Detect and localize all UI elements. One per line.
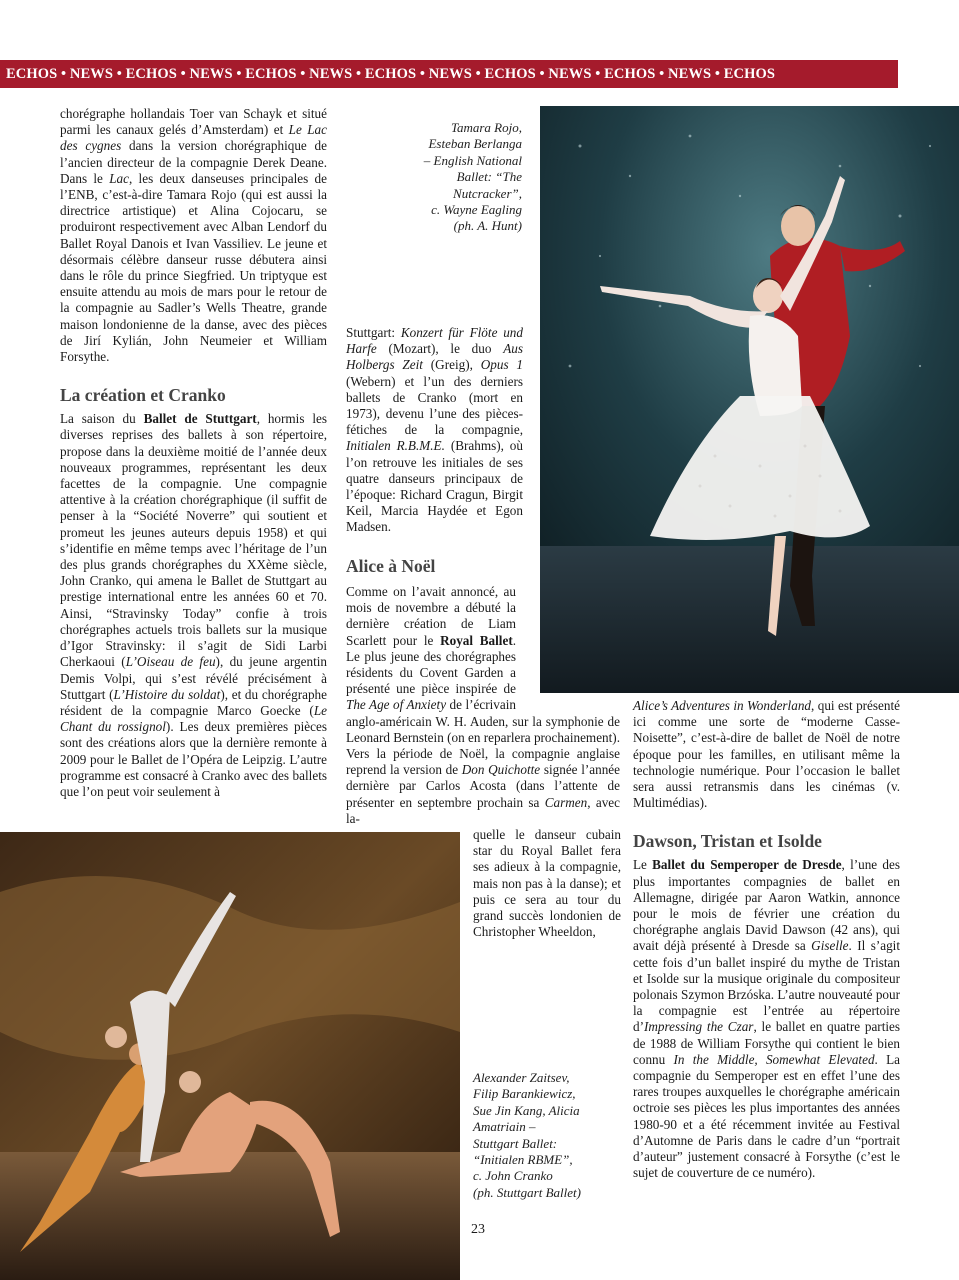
italic-title: The Age of Anxiety xyxy=(346,697,447,713)
italic-title: Konzert für Flöte und Harfe xyxy=(346,325,523,357)
italic-title: In the Middle, Somewhat Elevated xyxy=(673,1051,875,1067)
caption-line: Sue Jin Kang, Alicia xyxy=(473,1102,580,1118)
text-span: Comme on l’avait annoncé, au mois de novembre a débuté la dernière création de Liam Scarlett pour le xyxy=(346,584,516,648)
text-span: dans la version chorégraphique de l’ancien directeur de la compagnie Derek Deane. Dans le xyxy=(60,138,327,186)
text-span: , le ballet en quatre parties de 1988 de William Forsythe qui contient le bien connu xyxy=(633,1019,901,1067)
column-2-alice xyxy=(346,584,620,827)
paragraph-creation xyxy=(60,411,327,800)
stuttgart-ballet-photo xyxy=(0,832,460,1280)
float-spacer xyxy=(516,584,620,700)
text-span: de l’écrivain anglo-américain W. H. Auden, sur la symphonie de Leonard Bernstein (on en reparlera prochainement). Vers la période de Noël, la compagnie anglaise reprend la version de xyxy=(346,697,620,778)
column-3 xyxy=(633,698,900,1181)
caption-line: “Initialen RBME”, xyxy=(473,1152,573,1168)
italic-title: Don Quichotte xyxy=(461,762,541,778)
italic-title: Carmen xyxy=(544,794,588,810)
text-span: , avec la- xyxy=(346,794,620,826)
stuttgart-photo-art xyxy=(0,832,460,1280)
text-span: , les deux danseuses principales de l’ENB, c’est-à-dire Tamara Rojo (qui est aussi la directrice artistique) et Alina Cojocaru, se produiront respectivement avec Alban Lendorf du Ballet Royal Danois et Ivan Vassiliev. Le jeune et désormais célèbre danseur russe débutera ainsi dans le rôle du prince Siegfried. Un triptyque est ensuite attendu au mois de mars pour le retour de la compagnie au Sadler’s Wells Theatre, grande maison londonienne de la danse, avec des pièces de Jirí Kylián, John Neumeier et William Forsythe. xyxy=(60,170,327,365)
column-2-continued xyxy=(473,827,621,940)
text-span: (Greig), xyxy=(422,357,481,373)
text-span: Stuttgart: xyxy=(346,325,401,340)
italic-title: Alice’s Adventures in Wonderland xyxy=(633,698,812,713)
text-span: (Webern) et l’un des derniers ballets de Cranko (mort en 1973), devenu l’une des pièces-fétiches de la compagnie, xyxy=(346,373,523,438)
text-span: (Mozart), le duo xyxy=(376,341,504,357)
text-span: . Il s’agit cette fois d’un ballet inspiré du mythe de Tristan et Isolde sur la musique originale du compositeur polonais Szymon Brzóska. L’autre nouveauté pour la compagnie est l’entrée au répertoire d’ xyxy=(633,938,900,1035)
caption-line: Tamara Rojo, xyxy=(450,120,522,135)
italic-title: Le Lac des cygnes xyxy=(60,122,327,154)
italic-title: Impressing the Czar xyxy=(644,1019,754,1035)
caption-line: Stuttgart Ballet: xyxy=(473,1135,558,1151)
text-span: , hormis les diverses reprises des ballets à son répertoire, propose dans la deuxième moitié de l’année deux nouveaux programmes, représentant les deux facettes de la compagnie. Une compagnie attentive à la création chorégraphique (il suffit de penser à la “Société Noverre” qui soutient et promeut les jeunes auteurs depuis 1958) et qui s’identifie en même temps avec l’héritage de l’un des plus grands chorégraphes du XXème siècle, John Cranko, qui amena le Ballet de Stuttgart au prestige international entre les années 60 et 70. Ainsi, “Stravinsky Today” confie à trois chorégraphes actuels trois ballets sur la musique d’Igor Stravinsky: il s’agit de Sidi Larbi Cherkaoui ( xyxy=(60,411,327,670)
caption-line: (ph. A. Hunt) xyxy=(453,218,522,234)
italic-title: L’Histoire du soldat xyxy=(113,686,221,702)
italic-title: L’Oiseau de feu xyxy=(125,654,216,670)
column-1 xyxy=(60,106,327,800)
caption-line: (ph. Stuttgart Ballet) xyxy=(473,1184,581,1200)
text-span: (Brahms), où l’on retrouve les initiales de ses quatre danseurs principaux de l’époque: Richard Cragun, Birgit Keil, Marcia Haydée et Egon Madsen. xyxy=(346,438,523,535)
caption-line: Ballet: “The xyxy=(456,169,522,185)
heading-dawson: Dawson, Tristan et Isolde xyxy=(633,831,822,852)
text-span: ), du jeune argentin Demis Volpi, qui s’est révélé précisément à Stuttgart ( xyxy=(60,654,328,702)
text-span: ). Les deux premières pièces sont des créations alors que la dernière remonte à 2009 pour le Ballet de l’Opéra de Leipzig. L’autre programme est consacré à Cranko avec des ballets que l’on peut voir seulement à xyxy=(60,719,327,799)
caption-line: Nutcracker”, xyxy=(453,185,522,201)
caption-line: c. John Cranko xyxy=(473,1168,553,1184)
text-span: Le xyxy=(633,857,653,873)
caption-line: c. Wayne Eagling xyxy=(431,202,522,218)
heading-alice: Alice à Noël xyxy=(346,555,436,576)
text-span: . Le plus jeune des chorégraphes résidents du Covent Garden a présenté une pièce inspirée de xyxy=(346,632,517,697)
caption-line: Alexander Zaitsev, xyxy=(473,1070,570,1085)
caption-nutcracker xyxy=(380,120,522,235)
echos-news-banner: ECHOS • NEWS • ECHOS • NEWS • ECHOS • NEWS • ECHOS • NEWS • ECHOS • NEWS • ECHOS • NEWS • ECHOS xyxy=(0,60,898,88)
text-span: ), et du chorégraphe résident de la compagnie Marco Goecke ( xyxy=(60,686,327,718)
paragraph-alice-wonderland xyxy=(633,698,900,811)
caption-line: Filip Barankiewicz, xyxy=(473,1086,576,1102)
paragraph-continued: quelle le danseur cubain star du Royal Ballet fera ses adieux à la compagnie, mais non pas à la danse); et puis ce sera au tour du grand succès londonien de Christopher Wheeldon, xyxy=(473,827,621,940)
text-span: La saison du xyxy=(60,411,144,427)
page-number: 23 xyxy=(471,1222,485,1237)
paragraph-dawson xyxy=(633,857,900,1181)
italic-title: Giselle xyxy=(811,938,849,954)
text-span: , qui est présenté ici comme une sorte de “moderne Casse-Noisette”, c’est-à-dire de ballet de Noël de notre époque pour les familles, en utilisant même la technologie numérique. Pour l’occasion le ballet sera aussi retransmis dans les cinémas (v. Multimédias). xyxy=(633,698,900,811)
caption-initialen xyxy=(473,1070,623,1201)
text-span: signée l’année dernière par Carlos Acosta (dans l’attente de présenter en septembre prochain sa xyxy=(346,762,620,810)
bold-company: Royal Ballet xyxy=(440,632,513,648)
bold-company: Ballet de Stuttgart xyxy=(143,411,257,427)
paragraph-stuttgart xyxy=(346,325,523,536)
caption-line: Esteban Berlanga xyxy=(428,136,522,152)
text-span: chorégraphe hollandais Toer van Schayk et situé parmi les canaux gelés d’Amsterdam) et xyxy=(60,106,327,138)
column-2 xyxy=(346,325,523,582)
italic-title: Aus Holbergs Zeit xyxy=(346,341,523,373)
text-span: , l’une des plus importantes compagnies de ballet en Allemagne, dirigée par Aaron Watkin, annonce pour le mois de février une création du chorégraphe anglais David Dawson (42 ans), qui avait déjà présenté à Dresde sa xyxy=(633,857,900,954)
text-span: . La compagnie du Semperoper est en effet l’une des rares troupes auxquelles le chorégraphe américain octroie ses pièces les plus importantes des années 1980-90 et a été récemment invitée au Festival d’Automne de Paris dans le cadre d’un “portrait d’auteur” justement consacré à Forsythe (c’est le sujet de couverture de ce numéro). xyxy=(633,1051,900,1181)
caption-line: – English National xyxy=(423,152,522,168)
italic-title: Opus 1 xyxy=(480,357,524,373)
caption-line: Amatriain – xyxy=(473,1119,536,1135)
italic-title: Lac xyxy=(109,170,129,186)
italic-title: Le Chant du rossignol xyxy=(60,702,327,735)
italic-title: Initialen R.B.M.E. xyxy=(346,438,445,454)
paragraph-intro xyxy=(60,106,327,365)
bold-company: Ballet du Semperoper de Dresde xyxy=(652,857,842,873)
heading-creation: La création et Cranko xyxy=(60,385,226,406)
